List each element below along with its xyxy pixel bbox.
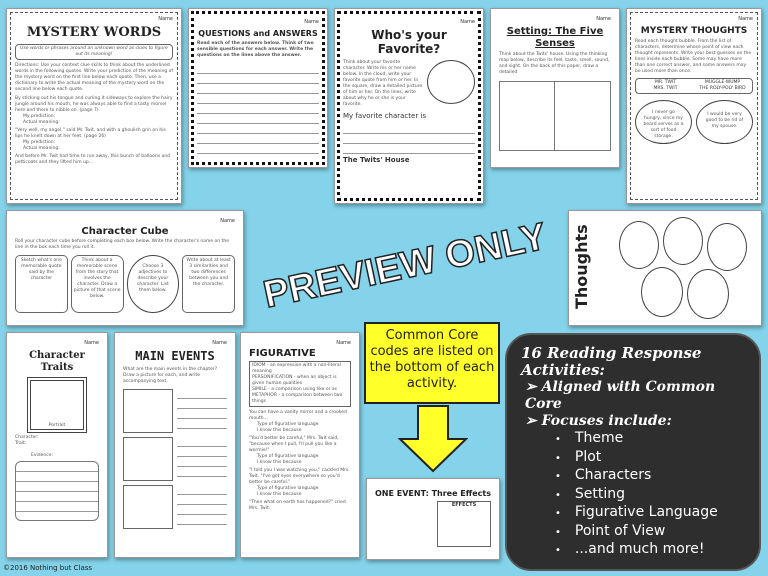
worksheet-title: FIGURATIVE bbox=[249, 348, 316, 359]
name-label: Name bbox=[596, 16, 611, 22]
feature-bullet: ➢ Aligned with Common Core bbox=[525, 379, 716, 412]
name-label: Name bbox=[84, 340, 99, 346]
focus-item: • Setting bbox=[555, 486, 745, 505]
quote-3: And before Mr. Twit had time to run away, this bunch of balloons and petticoats and they lifted him up... bbox=[15, 153, 171, 165]
actual-label: Actual meaning: bbox=[23, 119, 60, 125]
name-label: Name bbox=[212, 340, 227, 346]
thought-bubble: I never go hungry, since my beard serves as a sort of food storage. bbox=[635, 100, 692, 144]
type-label: Type of figurative language bbox=[257, 485, 319, 491]
worksheet-title: Setting: The Five Senses bbox=[506, 26, 604, 49]
worksheet-balloon-thoughts bbox=[568, 210, 762, 326]
character-option: THE ROLY-POLY BIRD bbox=[699, 86, 746, 92]
focus-item: • ...and much more! bbox=[555, 541, 745, 560]
worksheet-character-cube bbox=[6, 210, 244, 326]
name-label: Name bbox=[738, 16, 753, 22]
portrait-label: Portrait bbox=[48, 423, 66, 428]
worksheet-figurative-language bbox=[240, 332, 360, 558]
character-option: MR. TWIT bbox=[655, 80, 676, 86]
name-label: Name bbox=[158, 16, 173, 22]
thought-bubble: I would be very good to be rid of my spouse. bbox=[696, 100, 753, 144]
worksheet-title: MYSTERY THOUGHTS bbox=[640, 26, 748, 36]
definition: SIMILE - a comparison using like or as bbox=[252, 386, 337, 392]
worksheet-setting bbox=[490, 8, 620, 168]
worksheet-favorite-character bbox=[334, 8, 484, 204]
evidence-label: Evidence: bbox=[31, 453, 53, 458]
quote-2: "Very well, my angel," said Mr. Twit, and with a ghoulish grin on his lips he knelt down at her feet. (page 26) bbox=[15, 127, 166, 139]
name-label: Name bbox=[304, 19, 319, 25]
cube-box: Sketch what's one memorable quote said by the character bbox=[15, 255, 68, 313]
prediction-label: My prediction: bbox=[23, 113, 56, 119]
quote-item: "Then what on earth has happened?" cried Mrs. Twit. bbox=[249, 499, 346, 511]
focus-item: • Point of View bbox=[555, 523, 745, 542]
definition: IDIOM - an expression with a non-literal meaning bbox=[252, 362, 341, 374]
type-label: Type of figurative language bbox=[257, 453, 319, 459]
character-label: Character: bbox=[15, 435, 39, 440]
quote-item: "I told you I was watching you," cackled Mrs. Twit. "I've got eyes everywhere so you'd better be careful." bbox=[249, 467, 350, 485]
focus-list bbox=[555, 430, 745, 560]
character-option: MRS. TWIT bbox=[653, 86, 678, 92]
character-option: MUGGLE-WUMP bbox=[704, 80, 741, 86]
worksheet-title: Character Traits bbox=[29, 350, 85, 373]
prediction-label: My prediction: bbox=[23, 139, 56, 145]
worksheet-mystery-words bbox=[6, 8, 182, 204]
instructions: Think about your favorite character. Write his or her name below. In the cloud, write your favorite quote from him or her. In the square, draw a detailed picture of him or her. On the lines, write about why he or she is your favorite. bbox=[343, 59, 423, 107]
side-title: Thoughts bbox=[572, 224, 591, 309]
type-label: Type of figurative language bbox=[257, 421, 319, 427]
directions: Directions: Use your context clue skills to think about the underlined words in the following quotes. Write your prediction of the meaning of the mystery word on the first line below each quote. Then, use a dictionary to write the actual meaning of the mystery word on the second line below each quote. bbox=[15, 62, 173, 92]
worksheet-title: MYSTERY WORDS bbox=[26, 25, 162, 40]
reason-label: I know this because bbox=[257, 491, 302, 497]
subtitle: Use words or phrases around an unknown word as clues to figure out its meaning! bbox=[15, 44, 173, 60]
house-label: The Twits' House bbox=[343, 155, 410, 164]
name-label: Name bbox=[220, 218, 235, 224]
down-arrow-icon bbox=[398, 405, 468, 473]
worksheet-title: Who's your Favorite? bbox=[371, 28, 447, 56]
definition: PERSONIFICATION - when an object is given human qualities bbox=[252, 374, 337, 386]
feature-bullet: ➢ Focuses include: bbox=[525, 413, 672, 429]
cube-box: Write about at least 3 similarities and two differences between you and the character. bbox=[182, 255, 235, 313]
worksheet-title: Character Cube bbox=[81, 226, 169, 237]
preview-watermark: PREVIEW ONLY bbox=[259, 215, 551, 317]
instructions: Read each thought bubble. From the list of characters, determine whose point of view each thought represents. Write your best guesses on the lines inside each bubble. Some may have more than one correct answer, and some answers may be used more than once. bbox=[635, 39, 752, 75]
quote-item: "You'd better be careful," Mrs. Twit said, "because when I pull, I'll pull you like a wormie!" bbox=[249, 435, 339, 453]
worksheet-one-event bbox=[366, 478, 500, 560]
focus-item: • Plot bbox=[555, 449, 745, 468]
worksheet-questions-answers bbox=[188, 8, 328, 168]
quote-1: By sticking out his tongue and curling it sideways to explore the hairy jungle around his mouth, he was always able to find a tasty morsel here and there to nibble on. (page 7) bbox=[15, 95, 173, 113]
worksheet-mystery-thoughts bbox=[626, 8, 762, 204]
definition: METAPHOR - a comparison between two things bbox=[252, 392, 343, 404]
focus-item: • Characters bbox=[555, 467, 745, 486]
quote-item: You can have a vanity mirror and a crooked mouth... bbox=[249, 409, 347, 421]
focus-item: • Theme bbox=[555, 430, 745, 449]
worksheet-main-events bbox=[114, 332, 236, 558]
reason-label: I know this because bbox=[257, 459, 302, 465]
name-label: Name bbox=[460, 19, 475, 25]
features-panel bbox=[505, 333, 761, 571]
effects-label: EFFECTS bbox=[437, 501, 491, 547]
feature-text: Focuses include: bbox=[541, 413, 672, 429]
worksheet-character-traits bbox=[6, 332, 108, 558]
instructions: Think about the Twits' house. Using the thinking map below, describe its feel, taste, smell, sound, and sight. On the back of this paper, draw a detailed bbox=[499, 52, 610, 75]
reason-label: I know this because bbox=[257, 427, 302, 433]
favorite-label: My favorite character is bbox=[343, 111, 427, 120]
common-core-callout: Common Core codes are listed on the bottom of each activity. bbox=[364, 322, 500, 404]
trait-label: Trait: bbox=[15, 441, 27, 446]
cube-box: Choose 3 adjectives to describe your character. List them below. bbox=[127, 255, 180, 313]
cube-box: Think about a memorable scene from the story that involves the character. Draw a picture of that scene below. bbox=[71, 255, 124, 313]
name-label: Name bbox=[336, 340, 351, 346]
worksheet-title: MAIN EVENTS bbox=[135, 349, 215, 363]
instructions: Roll your character cube before completing each box below. Write the character's name on the line in the box each time you roll it. bbox=[15, 238, 229, 250]
worksheet-title: QUESTIONS and ANSWERS bbox=[198, 29, 318, 38]
copyright: ©2016 Nothing but Class bbox=[3, 564, 93, 572]
instructions: What are the main events in the chapter? Draw a picture for each, and write accompanying text. bbox=[123, 366, 218, 384]
feature-text: Aligned with Common Core bbox=[525, 379, 716, 412]
actual-label: Actual meaning: bbox=[23, 145, 60, 151]
focus-item: • Figurative Language bbox=[555, 504, 745, 523]
instructions: Read each of the answers below. Think of two sensible questions for each answer. Write the questions on the lines above the answer. bbox=[197, 41, 314, 59]
features-heading: 16 Reading Response Activities: bbox=[521, 344, 702, 379]
worksheet-title: ONE EVENT: Three Effects bbox=[375, 489, 491, 498]
